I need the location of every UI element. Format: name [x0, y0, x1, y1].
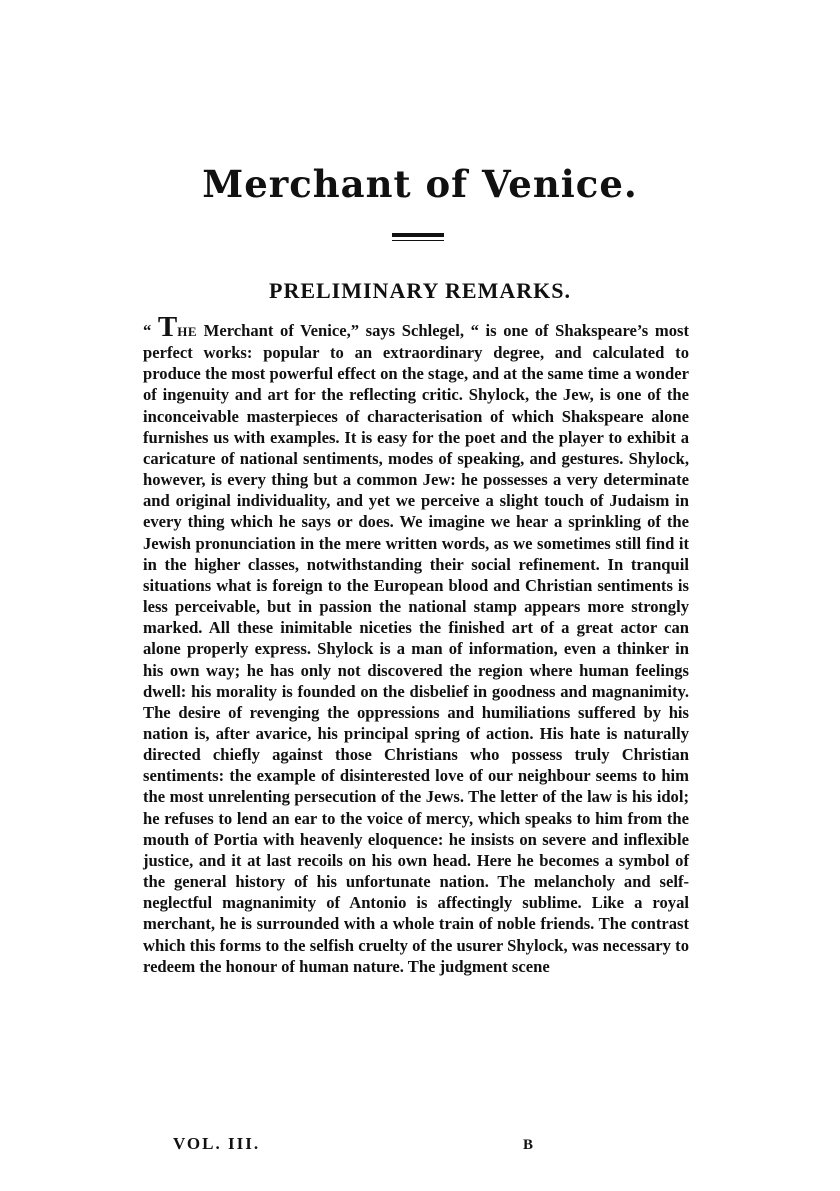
signature-mark: B	[523, 1137, 534, 1153]
open-quote: “	[143, 321, 158, 340]
volume-label: VOL. III.	[173, 1134, 261, 1153]
small-caps-text: HE	[177, 324, 198, 339]
paragraph-text: Merchant of Venice,” says Schlegel, “ is one of Shakspeare’s most perfect works: popular to an extraordinary degree, and calculated to produce the most powerful effect on the stage, and at the same time a wonder of ingenuity and art for the reflecting critic. Shylock, the Jew, is one of the inconceivable masterpieces of characterisation of which Shakspeare alone furnishes us with examples. It is easy for the poet and the player to exhibit a caricature of national sentiments, modes of speaking, and gestures. Shylock, however, is every thing but a common Jew: he possesses a very determinate and original individuality, and yet we perceive a slight touch of Judaism in every thing which he says or does. We imagine we hear a sprinkling of the Jewish pronunciation in the mere written words, as we sometimes still find it in the higher classes, notwithstanding their social refinement. In tranquil situations what is foreign to the European blood and Christian sentiments is less perceivable, but in passion the national stamp appears more strongly marked. All these inimitable niceties the finished art of a great actor can alone properly express. Shylock is a man of information, even a thinker in his own way; he has only not discovered the region where human feelings dwell: his morality is founded on the disbelief in goodness and magnanimity. The desire of revenging the oppressions and humiliations suffered by his nation is, after avarice, his principal spring of action. His hate is naturally directed chiefly against those Christians who possess truly Christian sentiments: the example of disinterested love of our neighbour seems to him the most unrelenting persecution of the Jews. The letter of the law is his idol; he refuses to lend an ear to the voice of mercy, which speaks to him from the mouth of Portia with heavenly eloquence: he insists on severe and inflexible justice, and it at last recoils on his own head. Here he becomes a symbol of the general history of his unfortunate nation. The melancholy and self-neglectful magnanimity of Antonio is affectingly sublime. Like a royal merchant, he is surrounded with a whole train of noble friends. The contrast which this forms to the selfish cruelty of the usurer Shylock, was necessary to redeem the honour of human nature. The judgment scene	[143, 321, 689, 976]
drop-cap-letter: T	[157, 311, 178, 343]
section-heading: PRELIMINARY REMARKS.	[269, 278, 571, 303]
page-title: Merchant of Venice.	[202, 162, 638, 206]
rule-thin-line	[392, 240, 444, 241]
body-paragraph	[143, 311, 689, 977]
rule-thick-line	[392, 233, 444, 237]
title-rule-divider	[392, 233, 444, 241]
